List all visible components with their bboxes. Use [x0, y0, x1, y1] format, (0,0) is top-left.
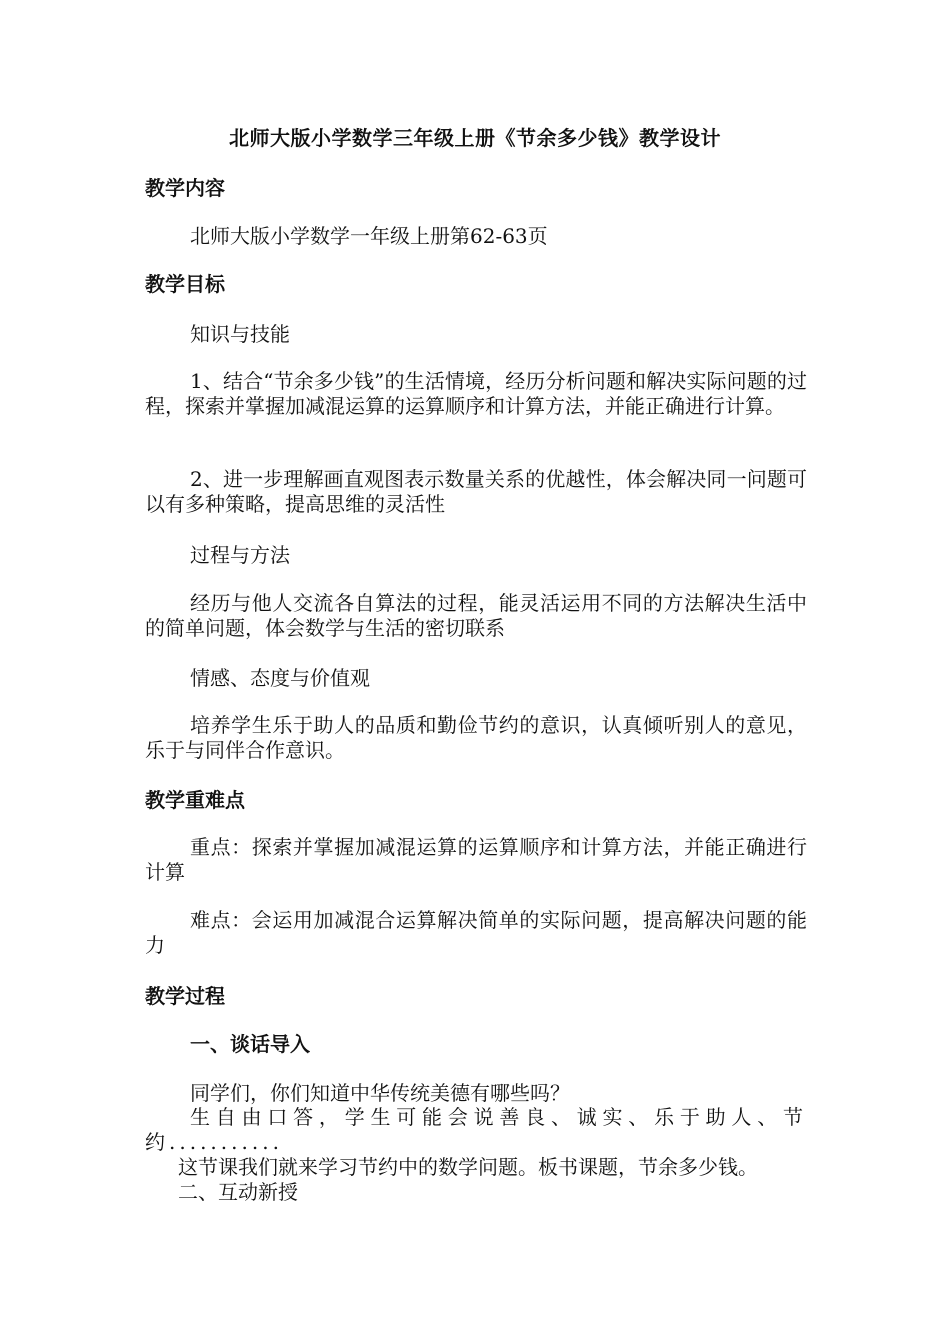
goal-paragraph-1: 1、结合“节余多少钱”的生活情境，经历分析问题和解决实际问题的过程，探索并掌握加减混运算的运算顺序和计算方法，并能正确进行计算。: [145, 369, 807, 418]
step2-heading: 二、互动新授: [178, 1180, 298, 1204]
heading-teaching-goals: 教学目标: [145, 272, 225, 296]
step1-question: 同学们，你们知道中华传统美德有哪些吗？: [190, 1081, 570, 1105]
subheading-process-method: 过程与方法: [190, 543, 290, 567]
step1-student-answer: 生自由口答，学生可能会说善良、诚实、乐于助人、节约...........: [145, 1105, 807, 1154]
step1-heading: 一、谈话导入: [190, 1032, 310, 1056]
emotion-paragraph: 培养学生乐于助人的品质和勤俭节约的意识，认真倾听别人的意见，乐于与同伴合作意识。: [145, 713, 807, 762]
step1-lesson-intro: 这节课我们就来学习节约中的数学问题。板书课题，节余多少钱。: [178, 1155, 758, 1179]
difficult-point-paragraph: 难点：会运用加减混合运算解决简单的实际问题，提高解决问题的能力: [145, 908, 807, 957]
key-point-paragraph: 重点：探索并掌握加减混运算的运算顺序和计算方法，并能正确进行计算: [145, 835, 807, 884]
document-title: 北师大版小学数学三年级上册《节余多少钱》教学设计: [229, 126, 721, 150]
heading-key-difficult-points: 教学重难点: [145, 788, 245, 812]
subheading-knowledge-skills: 知识与技能: [190, 322, 290, 346]
process-method-paragraph: 经历与他人交流各自算法的过程，能灵活运用不同的方法解决生活中的简单问题，体会数学与生活的密切联系: [145, 591, 807, 640]
goal-paragraph-2: 2、进一步理解画直观图表示数量关系的优越性，体会解决同一问题可以有多种策略，提高思维的灵活性: [145, 467, 807, 516]
heading-teaching-process: 教学过程: [145, 984, 225, 1008]
subheading-emotion-attitude: 情感、态度与价值观: [190, 666, 370, 690]
teaching-content-text: 北师大版小学数学一年级上册第62-63页: [190, 224, 548, 248]
heading-teaching-content: 教学内容: [145, 176, 225, 200]
